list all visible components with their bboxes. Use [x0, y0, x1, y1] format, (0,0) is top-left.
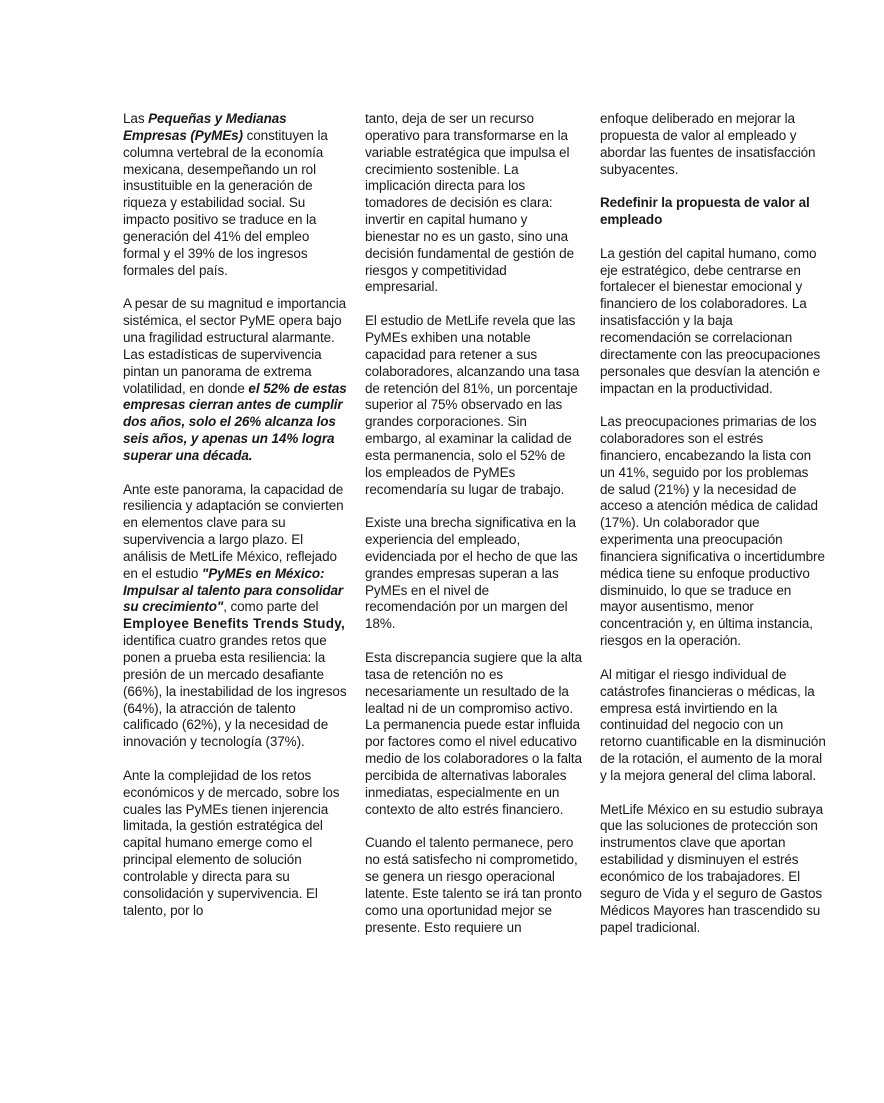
article-column-1 [123, 111, 347, 936]
paragraph-wellbeing: La gestión del capital humano, como eje estratégico, debe centrarse en fortalecer el bienestar emocional y financiero de los colaboradores. La insatisfacción y la baja recomendación se correlacionan directamente con las preocupaciones personales que desvían la atención e impactan en la productividad. [600, 245, 821, 396]
text-run: Ante este panorama, la capacidad de resiliencia y adaptación se convierten en elementos clave para su supervivencia a largo plazo. El análisis de MetLife México, reflejado en el estudio [123, 481, 344, 581]
paragraph-resilience [123, 482, 347, 752]
paragraph-experience-gap: Existe una brecha significativa en la experiencia del empleado, evidenciada por el hecho de que las grandes empresas superan a las PyMEs en el nivel de recomendación por un margen del 18%. [365, 515, 578, 632]
paragraph-strategic-variable: tanto, deja de ser un recurso operativo para transformarse en la variable estratégica que impulsa el crecimiento sostenible. La implicación directa para los tomadores de decisión es clara: invertir en capital humano y bienestar no es un gasto, sino una decisión fundamental de gestión de riesgos y competitividad empresarial. [365, 111, 575, 295]
text-run: identifica cuatro grandes retos que ponen a prueba esta resiliencia: la presión de un mercado desafiante (66%), la inestabilidad de los ingresos (64%), la atracción de talento calificado (62%), y la necesidad de innovación y tecnología (37%). [123, 633, 347, 750]
paragraph-pymes-intro [123, 111, 347, 279]
paragraph-retention: El estudio de MetLife revela que las PyMEs exhiben una notable capacidad para retener a sus colaboradores, alcanzando una tasa de retención del 81%, un porcentaje superior al 75% observado en las grandes corporaciones. Sin embargo, al examinar la calidad de esta permanencia, solo el 52% de los empleados de PyMEs recomendaría su lugar de trabajo. [365, 313, 580, 497]
article-column-2 [365, 111, 583, 953]
paragraph-deliberate-focus: enfoque deliberado en mejorar la propuesta de valor al empleado y abordar las fuentes de insatisfacción subyacentes. [600, 111, 816, 177]
article-column-3 [600, 111, 826, 953]
paragraph-risk-mitigation: Al mitigar el riesgo individual de catástrofes financieras o médicas, la empresa está invirtiendo en la continuidad del negocio con un retorno cuantificable en la disminución de la rotación, el aumento de la moral y la mejora general del clima laboral. [600, 666, 826, 783]
paragraph-operational-risk: Cuando el talento permanece, pero no está satisfecho ni comprometido, se genera un riesgo operacional latente. Este talento se irá tan pronto como una oportunidad mejor se presente. Esto requiere un [365, 835, 582, 935]
paragraph-human-capital: Ante la complejidad de los retos económicos y de mercado, sobre los cuales las PyMEs tienen injerencia limitada, la gestión estratégica del capital humano emerge como el principal elemento de solución controlable y directa para su consolidación y supervivencia. El talento, por lo [123, 767, 340, 918]
paragraph-survival-stats [123, 296, 347, 464]
paragraph-protection-solutions: MetLife México en su estudio subraya que las soluciones de protección son instrumentos clave que aportan estabilidad y disminuyen el estrés económico de los trabajadores. El seguro de Vida y el seguro de Gastos Médicos Mayores han trascendido su papel tradicional. [600, 801, 824, 935]
text-run: Las [123, 111, 149, 126]
text-run: A pesar de su magnitud e importancia sistémica, el sector PyME opera bajo una fragilidad estructural alarmante. Las estadísticas de supervivencia pintan un panorama de extrema volatilidad, en donde [123, 296, 347, 396]
paragraph-discrepancy: Esta discrepancia sugiere que la alta tasa de retención no es necesariamente un resultado de la lealtad ni de un compromiso activo. La permanencia puede estar influida por factores como el nivel educativo medio de los colaboradores o la falta percibida de alternativas laborales inmediatas, especialmente en un contexto de alto estrés financiero. [365, 650, 582, 817]
paragraph-concerns: Las preocupaciones primarias de los colaboradores son el estrés financiero, encabezando la lista con un 41%, seguido por los problemas de salud (21%) y la necesidad de acceso a atención médica de calidad (17%). Un colaborador que experimenta una preocupación financiera significativa o incertidumbre médica tiene su enfoque productivo disminuido, lo que se traduce en mayor ausentismo, menor concentración y, en última instancia, riesgos en la operación. [600, 414, 825, 649]
emphasis-survival-stats: el 52% de estas empresas cierran antes de cumplir dos años, solo el 26% alcanza los seis años, y apenas un 14% logra superar una década. [123, 380, 347, 463]
emphasis-pymes: Pequeñas y Medianas Empresas (PyMEs) [123, 111, 287, 143]
section-heading: Redefinir la propuesta de valor al empleado [600, 195, 810, 228]
text-run: constituyen la columna vertebral de la economía mexicana, desempeñando un rol insustituible en la generación de riqueza y estabilidad social. Su impacto positivo se traduce en la generación del 41% del empleo formal y el 39% de los ingresos formales del país. [123, 127, 328, 278]
emphasis-study-title: "PyMEs en México: Impulsar al talento para consolidar su crecimiento" [123, 565, 344, 615]
emphasis-benefits-study: Employee Benefits Trends Study, [123, 616, 346, 632]
text-run: , como parte del [223, 599, 319, 615]
